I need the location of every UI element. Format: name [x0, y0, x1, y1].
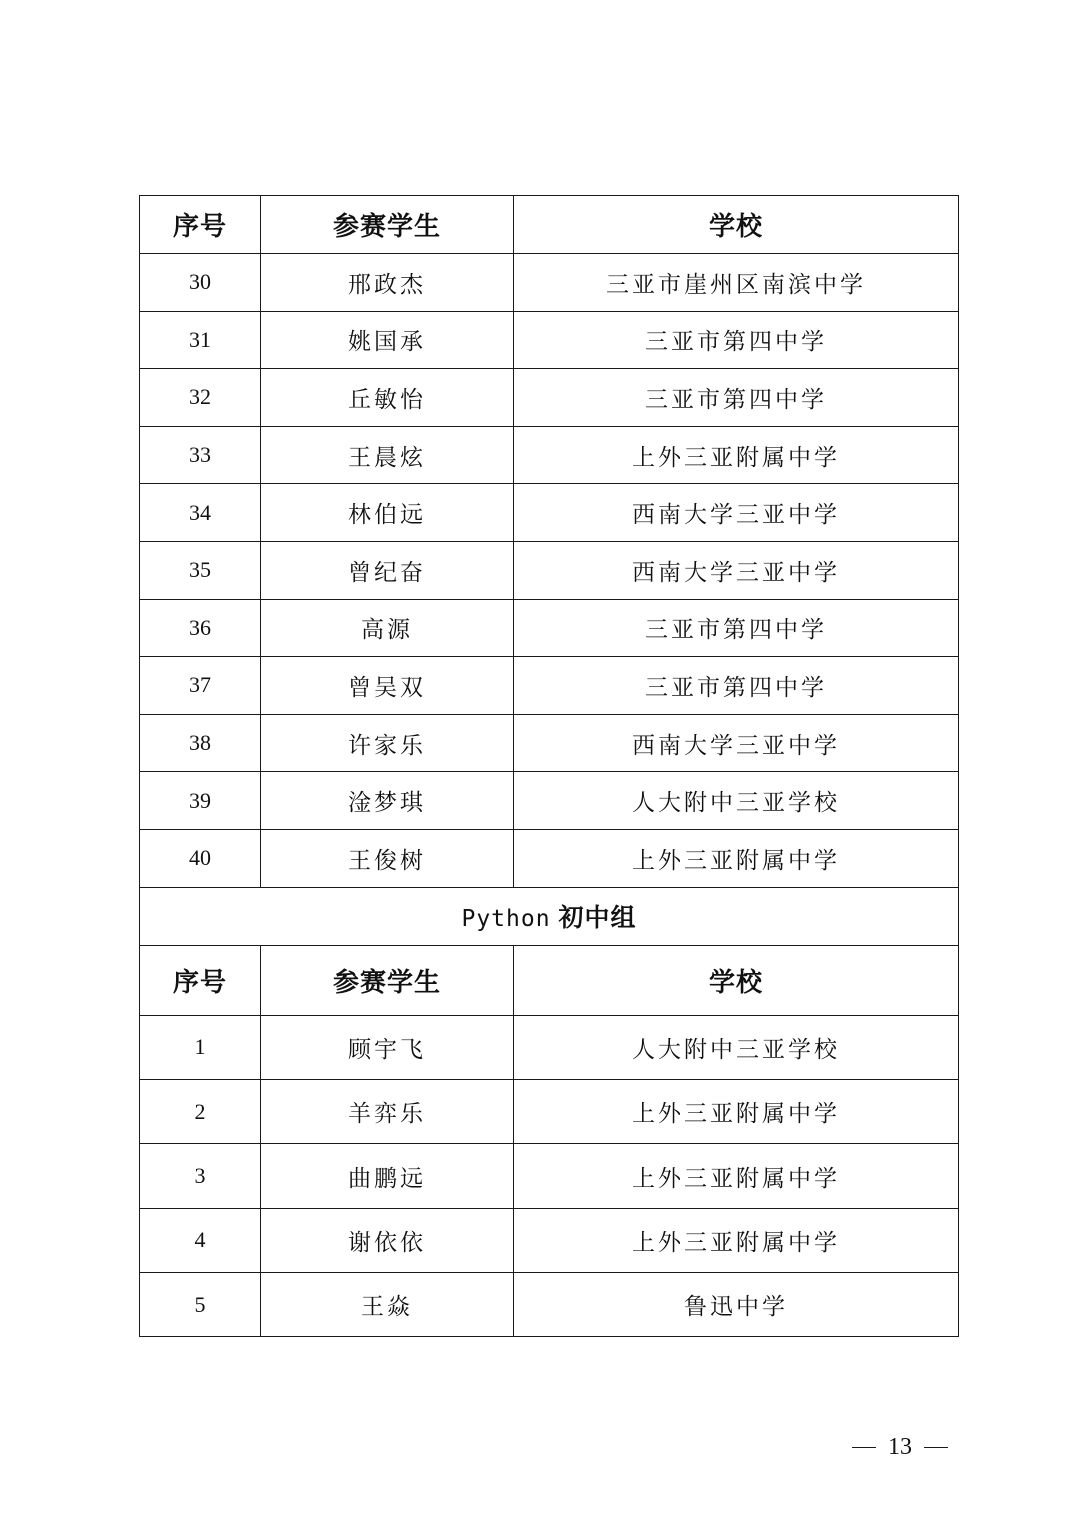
row-school: 上外三亚附属中学	[514, 426, 959, 484]
row-school: 人大附中三亚学校	[514, 1015, 959, 1079]
row-student: 王晨炫	[261, 426, 514, 484]
row-school: 上外三亚附属中学	[514, 829, 959, 887]
header-student: 参赛学生	[261, 945, 514, 1015]
row-school: 西南大学三亚中学	[514, 484, 959, 542]
row-index: 39	[140, 772, 261, 830]
section-title-row	[140, 887, 959, 945]
row-student: 羊弈乐	[261, 1079, 514, 1143]
row-school: 三亚市第四中学	[514, 657, 959, 715]
row-index: 31	[140, 311, 261, 369]
row-student: 高源	[261, 599, 514, 657]
table-row	[140, 1208, 959, 1272]
roster-table	[139, 195, 959, 1337]
row-student: 王焱	[261, 1273, 514, 1337]
section-group-name: 初中组	[558, 903, 637, 933]
row-school: 三亚市第四中学	[514, 311, 959, 369]
header-index: 序号	[140, 945, 261, 1015]
table-row	[140, 369, 959, 427]
row-school: 鲁迅中学	[514, 1273, 959, 1337]
row-index: 30	[140, 254, 261, 312]
row-school: 西南大学三亚中学	[514, 714, 959, 772]
row-school: 人大附中三亚学校	[514, 772, 959, 830]
table-row	[140, 1015, 959, 1079]
row-index: 38	[140, 714, 261, 772]
row-student: 邢政杰	[261, 254, 514, 312]
table-row	[140, 772, 959, 830]
page-number-dash-left	[852, 1447, 876, 1448]
table-row	[140, 311, 959, 369]
row-student: 谢依依	[261, 1208, 514, 1272]
table-row	[140, 1144, 959, 1208]
row-index: 35	[140, 541, 261, 599]
row-index: 2	[140, 1079, 261, 1143]
section-prefix: Python	[461, 906, 551, 933]
table-row	[140, 254, 959, 312]
table-row	[140, 657, 959, 715]
row-index: 1	[140, 1015, 261, 1079]
page-number-dash-right	[924, 1447, 948, 1448]
row-index: 5	[140, 1273, 261, 1337]
row-student: 顾宇飞	[261, 1015, 514, 1079]
row-school: 上外三亚附属中学	[514, 1208, 959, 1272]
row-student: 曾纪奋	[261, 541, 514, 599]
row-index: 40	[140, 829, 261, 887]
section-title	[140, 887, 959, 945]
row-school: 西南大学三亚中学	[514, 541, 959, 599]
row-index: 36	[140, 599, 261, 657]
table-row	[140, 484, 959, 542]
table-row	[140, 714, 959, 772]
row-school: 上外三亚附属中学	[514, 1144, 959, 1208]
header-school: 学校	[514, 196, 959, 254]
header-index: 序号	[140, 196, 261, 254]
table-row	[140, 1079, 959, 1143]
row-index: 32	[140, 369, 261, 427]
row-student: 姚国承	[261, 311, 514, 369]
table-header-row	[140, 196, 959, 254]
page-number-value: 13	[888, 1433, 912, 1460]
header-student: 参赛学生	[261, 196, 514, 254]
row-student: 淦梦琪	[261, 772, 514, 830]
row-school: 三亚市崖州区南滨中学	[514, 254, 959, 312]
row-school: 三亚市第四中学	[514, 599, 959, 657]
row-index: 3	[140, 1144, 261, 1208]
row-index: 34	[140, 484, 261, 542]
table-row	[140, 426, 959, 484]
row-school: 上外三亚附属中学	[514, 1079, 959, 1143]
row-student: 曾吴双	[261, 657, 514, 715]
table-row	[140, 1273, 959, 1337]
row-student: 曲鹏远	[261, 1144, 514, 1208]
page-number	[840, 1430, 960, 1464]
row-index: 37	[140, 657, 261, 715]
row-student: 许家乐	[261, 714, 514, 772]
row-student: 丘敏怡	[261, 369, 514, 427]
header-school: 学校	[514, 945, 959, 1015]
table-row	[140, 599, 959, 657]
table-row	[140, 829, 959, 887]
row-school: 三亚市第四中学	[514, 369, 959, 427]
row-student: 林伯远	[261, 484, 514, 542]
row-student: 王俊树	[261, 829, 514, 887]
row-index: 4	[140, 1208, 261, 1272]
table-row	[140, 541, 959, 599]
table-header-row	[140, 945, 959, 1015]
row-index: 33	[140, 426, 261, 484]
